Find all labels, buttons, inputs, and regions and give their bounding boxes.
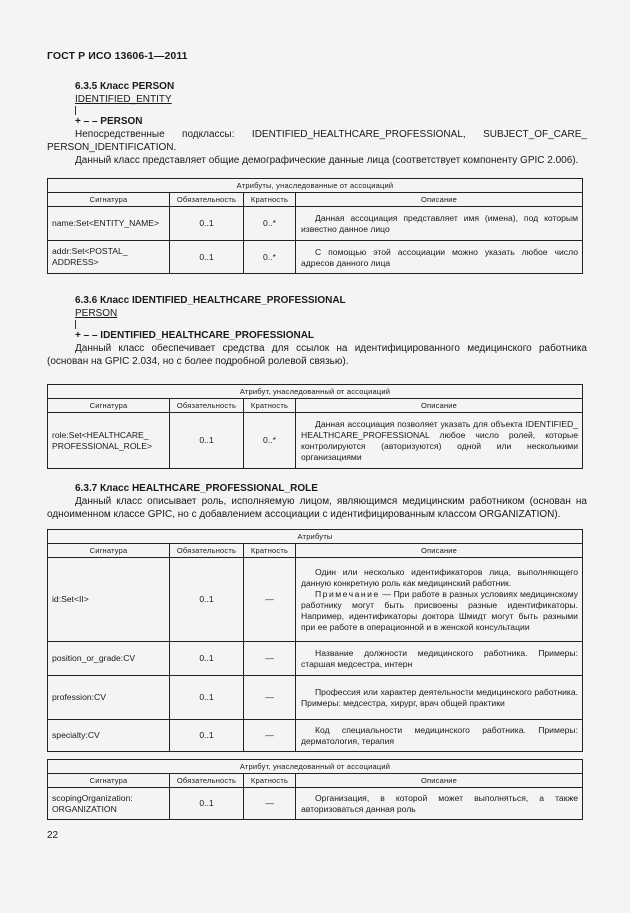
description-text: Профессия или характер деятельности медицинского работника. Примеры: медсестра, хирург, врач общей практики <box>301 687 578 708</box>
signature-cell: name:Set<ENTITY_NAME> <box>48 207 170 241</box>
column-header: Сигнатура <box>48 399 170 413</box>
paragraph: Данный класс обеспечивает средства для ссылок на идентифицированного медицинского работника (основан на GPIC 2.034, но с более подробной ролевой связью). <box>47 343 587 367</box>
column-header: Описание <box>296 774 583 788</box>
multiplicity-cell: — <box>244 720 296 752</box>
obligation-cell: 0..1 <box>170 241 244 274</box>
multiplicity-cell: — <box>244 788 296 820</box>
description-cell <box>296 413 583 469</box>
description-text: Название должности медицинского работника. Примеры: старшая медсестра, интерн <box>301 648 578 669</box>
multiplicity-cell: 0..* <box>244 207 296 241</box>
signature-cell: id:Set<II> <box>48 558 170 642</box>
table-row <box>48 720 583 752</box>
description-cell <box>296 676 583 720</box>
paragraph: Данный класс описывает роль, исполняемую лицом, являющимся медицинским работником (основан на одноименном классе GPIC, но с добавлением ассоциации с идентифицированным классом ORGANIZATION). <box>47 496 587 520</box>
obligation-cell: 0..1 <box>170 413 244 469</box>
description-text: Один или несколько идентификаторов лица, выполняющего данную конкретную роль как медицинский работник. <box>301 567 578 588</box>
signature-cell: position_or_grade:CV <box>48 642 170 676</box>
description-cell <box>296 241 583 274</box>
paragraph: Данный класс представляет общие демографические данные лица (соответствует компоненту GPIC 2.006). <box>75 155 579 166</box>
column-header: Кратность <box>244 544 296 558</box>
signature-cell: addr:Set<POSTAL_ ADDRESS> <box>48 241 170 274</box>
table-row <box>48 207 583 241</box>
table-row <box>48 788 583 820</box>
column-header: Описание <box>296 399 583 413</box>
attributes-table <box>47 178 583 274</box>
signature-cell: role:Set<HEALTHCARE_ PROFESSIONAL_ROLE> <box>48 413 170 469</box>
column-header: Описание <box>296 544 583 558</box>
column-header: Обязательность <box>170 774 244 788</box>
column-header: Обязательность <box>170 399 244 413</box>
obligation-cell: 0..1 <box>170 788 244 820</box>
table-row <box>48 241 583 274</box>
attributes-table <box>47 384 583 469</box>
parent-class: PERSON <box>75 308 118 319</box>
table-caption: Атрибут, унаследованный от ассоциаций <box>48 385 583 399</box>
paragraph: Непосредственные подклассы: IDENTIFIED_HEALTHCARE_PROFESSIONAL, SUBJECT_OF_CARE_ PERSON_IDENTIFICATION. <box>47 129 587 153</box>
column-header: Кратность <box>244 399 296 413</box>
section-title: 6.3.5 Класс PERSON <box>75 81 175 92</box>
multiplicity-cell: 0..* <box>244 413 296 469</box>
multiplicity-cell: — <box>244 676 296 720</box>
section-title: 6.3.7 Класс HEALTHCARE_PROFESSIONAL_ROLE <box>75 483 318 494</box>
running-header: ГОСТ Р ИСО 13606-1—2011 <box>47 50 188 62</box>
table-caption: Атрибуты, унаследованные от ассоциаций <box>48 179 583 193</box>
obligation-cell: 0..1 <box>170 642 244 676</box>
obligation-cell: 0..1 <box>170 676 244 720</box>
table-row <box>48 676 583 720</box>
section-6-3-5 <box>47 80 587 167</box>
column-header: Сигнатура <box>48 193 170 207</box>
section-6-3-7 <box>47 482 587 521</box>
multiplicity-cell: 0..* <box>244 241 296 274</box>
column-header: Сигнатура <box>48 544 170 558</box>
description-cell <box>296 788 583 820</box>
description-text: Данная ассоциация представляет имя (имена), под которым известно данное лицо <box>301 213 578 234</box>
section-6-3-6 <box>47 294 587 368</box>
description-text: Код специальности медицинского работника. Примеры: дерматология, терапия <box>301 725 578 746</box>
column-header: Описание <box>296 193 583 207</box>
signature-cell: profession:CV <box>48 676 170 720</box>
inheritance-bar <box>75 320 76 329</box>
column-header: Кратность <box>244 774 296 788</box>
table-row <box>48 413 583 469</box>
note-label: Примечание <box>315 589 380 599</box>
description-cell <box>296 558 583 642</box>
page-number: 22 <box>47 830 59 841</box>
multiplicity-cell: — <box>244 558 296 642</box>
class-name: + – – IDENTIFIED_HEALTHCARE_PROFESSIONAL <box>75 330 315 341</box>
column-header: Обязательность <box>170 193 244 207</box>
signature-cell: specialty:CV <box>48 720 170 752</box>
column-header: Обязательность <box>170 544 244 558</box>
section-title: 6.3.6 Класс IDENTIFIED_HEALTHCARE_PROFESSIONAL <box>75 295 346 306</box>
note-text <box>301 589 578 633</box>
table-caption: Атрибут, унаследованный от ассоциаций <box>48 760 583 774</box>
table-row <box>48 642 583 676</box>
obligation-cell: 0..1 <box>170 720 244 752</box>
column-header: Кратность <box>244 193 296 207</box>
description-text: Данная ассоциация позволяет указать для объекта IDENTIFIED_ HEALTHCARE_PROFESSIONAL любое число ролей, которые контролируются (авторизуются) одной или несколькими организациями <box>301 419 578 462</box>
description-cell <box>296 720 583 752</box>
class-name: + – – PERSON <box>75 116 143 127</box>
signature-cell: scopingOrganization: ORGANIZATION <box>48 788 170 820</box>
description-text: С помощью этой ассоциации можно указать любое число адресов данного лица <box>301 246 578 268</box>
table-caption: Атрибуты <box>48 530 583 544</box>
table-row <box>48 558 583 642</box>
inheritance-bar <box>75 106 76 115</box>
parent-class: IDENTIFIED_ENTITY <box>75 94 172 105</box>
obligation-cell: 0..1 <box>170 207 244 241</box>
multiplicity-cell: — <box>244 642 296 676</box>
column-header: Сигнатура <box>48 774 170 788</box>
attributes-table <box>47 759 583 820</box>
description-cell <box>296 642 583 676</box>
description-cell <box>296 207 583 241</box>
description-text: Организация, в которой может выполняться, а также авторизоваться данная роль <box>301 793 578 814</box>
note-body: — При работе в разных условиях медицинскому работнику могут быть присвоены разные идентификаторы. Например, идентификаторы доктора Шмидт могут быть разными при ее работе в операционной и в женской консультации <box>301 589 578 632</box>
obligation-cell: 0..1 <box>170 558 244 642</box>
attributes-table <box>47 529 583 752</box>
